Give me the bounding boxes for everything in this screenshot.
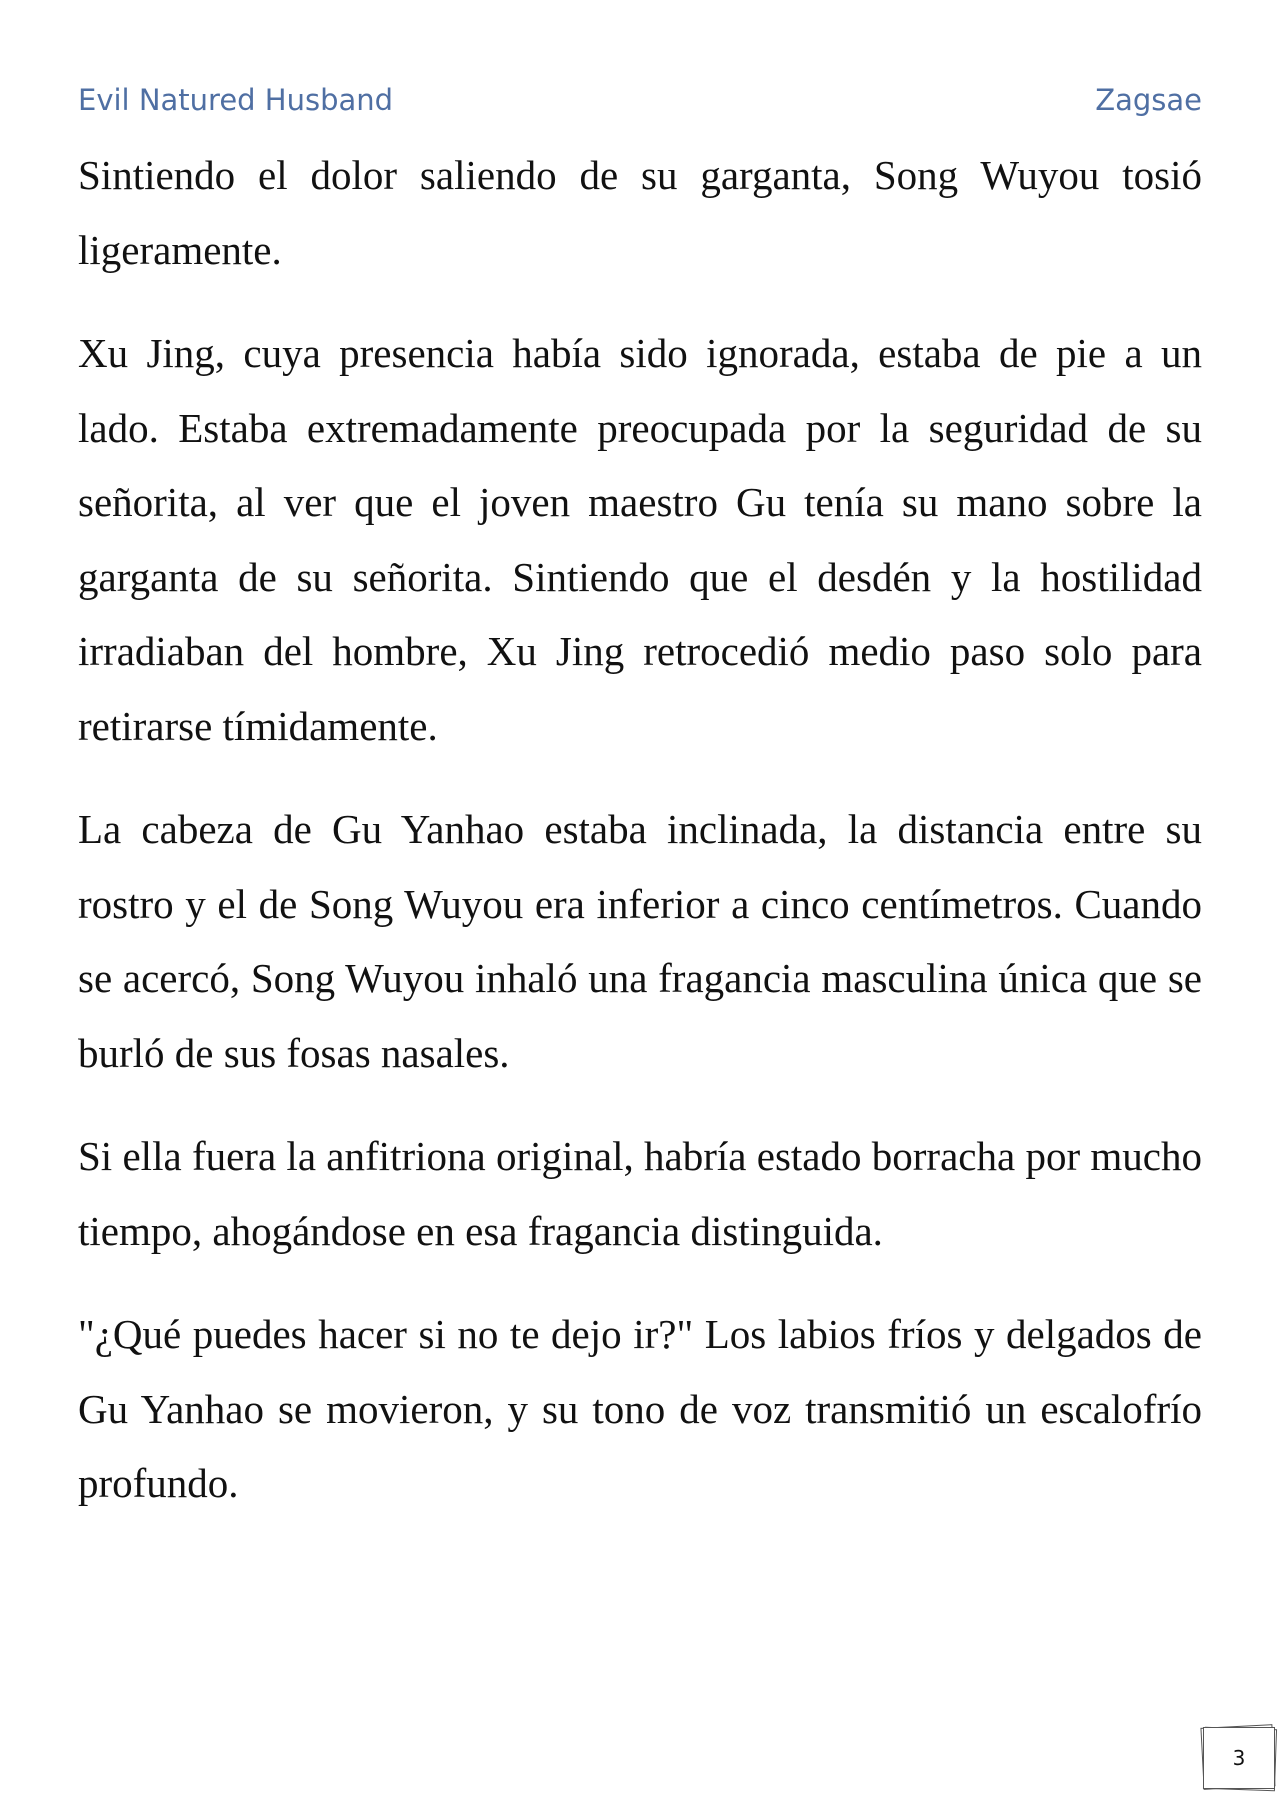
paragraph: Sintiendo el dolor saliendo de su garganta, Song Wuyou tosió ligeramente. <box>78 152 1202 273</box>
page-header <box>78 80 1202 120</box>
paragraph: "¿Qué puedes hacer si no te dejo ir?" Los labios fríos y delgados de Gu Yanhao se movieron, y su tono de voz transmitió un escalofrío profundo. <box>78 1311 1202 1506</box>
paragraph: Xu Jing, cuya presencia había sido ignorada, estaba de pie a un lado. Estaba extremadamente preocupada por la seguridad de su señorita, al ver que el joven maestro Gu tenía su mano sobre la garganta de su señorita. Sintiendo que el desdén y la hostilidad irradiaban del hombre, Xu Jing retrocedió medio paso solo para retirarse tímidamente. <box>78 330 1202 749</box>
paragraph: La cabeza de Gu Yanhao estaba inclinada, la distancia entre su rostro y el de Song Wuyou era inferior a cinco centímetros. Cuando se acercó, Song Wuyou inhaló una fragancia masculina única que se burló de sus fosas nasales. <box>78 806 1202 1076</box>
header-book-title: Evil Natured Husband <box>78 83 394 117</box>
page-body <box>78 138 1202 1550</box>
header-author: Zagsae <box>1095 83 1202 117</box>
page-number: 3 <box>1203 1727 1275 1789</box>
page-number-box <box>1200 1724 1276 1792</box>
paragraph: Si ella fuera la anfitriona original, habría estado borracha por mucho tiempo, ahogándose en esa fragancia distinguida. <box>78 1133 1202 1254</box>
